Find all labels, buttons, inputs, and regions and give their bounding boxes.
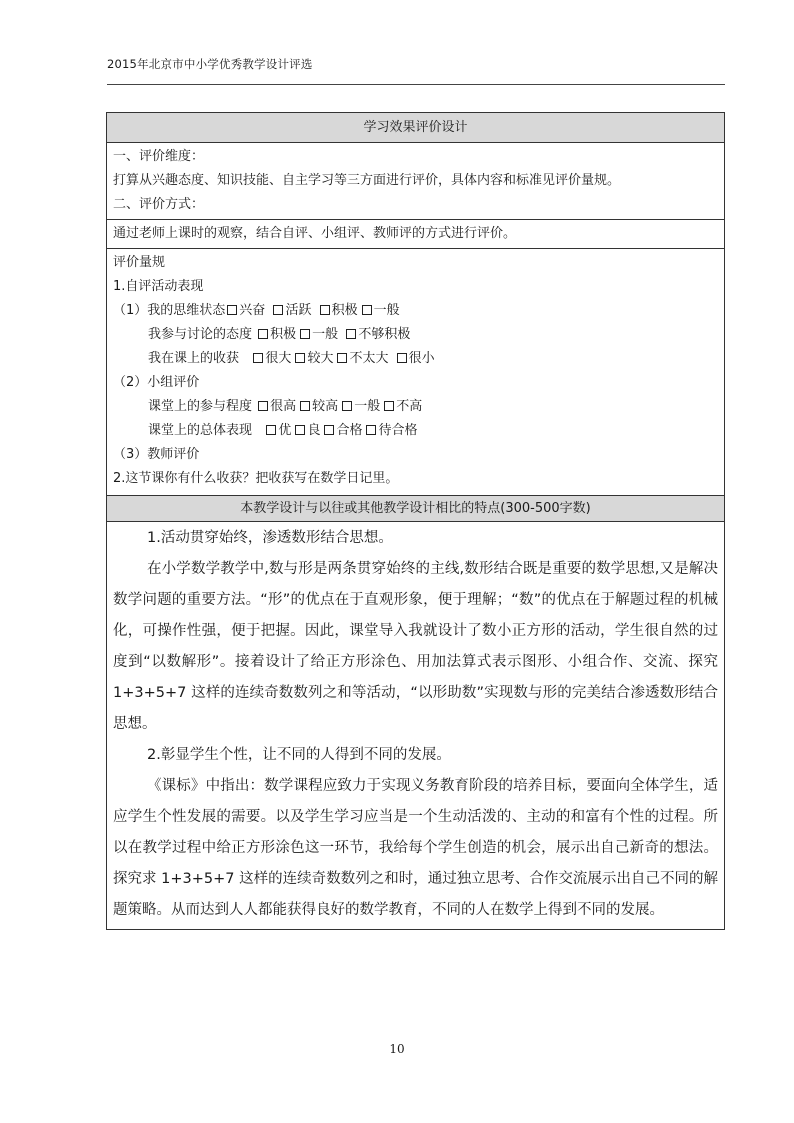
checkbox[interactable]: [320, 305, 330, 315]
option-label: 一般: [354, 399, 381, 414]
option-label: 很小: [408, 351, 435, 366]
feature-point-2-text: 2.彰显学生个性，让不同的人得到不同的发展。: [147, 747, 451, 763]
checkbox[interactable]: [300, 401, 310, 411]
option-label: 优: [278, 423, 292, 438]
option-label: 较大: [307, 351, 334, 366]
checkbox[interactable]: [362, 305, 372, 315]
option-label: 不太大: [349, 351, 389, 366]
checkbox[interactable]: [253, 353, 263, 363]
feature-point-1: [107, 523, 724, 554]
checkbox[interactable]: [384, 401, 394, 411]
evaluation-table: [106, 112, 725, 930]
reflection-question: 2.这节课你有什么收获？把收获写在数学日记里。: [113, 471, 399, 486]
dimensions-text: 打算从兴趣态度、知识技能、自主学习等三方面进行评价，具体内容和标准见评价量规。: [113, 173, 621, 188]
section-title-evaluation: 学习效果评价设计: [107, 113, 724, 143]
checkbox[interactable]: [273, 305, 283, 315]
rubric-row-label: 课堂上的参与程度: [148, 399, 253, 414]
option-label: 很大: [265, 351, 292, 366]
feature-point-2: [107, 740, 724, 771]
document-header: 2015年北京市中小学优秀教学设计评选: [107, 57, 313, 71]
group-eval-heading: （2）小组评价: [113, 375, 200, 390]
features-cell: [107, 522, 724, 929]
option-label: 不高: [396, 399, 423, 414]
checkbox[interactable]: [258, 329, 268, 339]
feature-paragraph-1: 在小学数学教学中,数与形是两条贯穿始终的主线,数形结合既是重要的数学思想,又是解决数学问题的重要方法。“形”的优点在于直观形象，便于理解；“数”的优点在于解题过程的机械化，可操作性强，便于把握。因此，课堂导入我就设计了数小正方形的活动，学生很自然的过度到“以数解形”。接着设计了给正方形涂色、用加法算式表示图形、小组合作、交流、探究 1+3+5+7 这样的连续奇数数列之和等活动，“以形助数”实现数与形的完美结合渗透数形结合思想。: [113, 561, 718, 732]
option-label: 活跃: [285, 303, 312, 318]
option-label: 一般: [312, 327, 339, 342]
teacher-eval-heading: （3）教师评价: [113, 447, 200, 462]
checkbox[interactable]: [295, 425, 305, 435]
rubric-heading: 评价量规: [113, 255, 166, 270]
option-label: 良: [307, 423, 321, 438]
method-text: 通过老师上课时的观察，结合自评、小组评、教师评的方式进行评价。: [113, 226, 517, 241]
checkbox[interactable]: [300, 329, 310, 339]
checkbox[interactable]: [337, 353, 347, 363]
checkbox[interactable]: [295, 353, 305, 363]
feature-point-1-text: 1.活动贯穿始终，渗透数形结合思想。: [147, 530, 393, 546]
method-heading: 二、评价方式：: [113, 197, 205, 212]
checkbox[interactable]: [258, 401, 268, 411]
checkbox[interactable]: [397, 353, 407, 363]
option-label: 不够积极: [358, 327, 411, 342]
option-label: 一般: [373, 303, 400, 318]
rubric-row-label: 我在课上的收获: [148, 351, 240, 366]
feature-paragraph-2: 《课标》中指出：数学课程应致力于实现义务教育阶段的培养目标，要面向全体学生，适应学生个性发展的需要。以及学生学习应当是一个生动活泼的、主动的和富有个性的过程。所以在教学过程中给正方形涂色这一环节，我给每个学生创造的机会，展示出自己新奇的想法。探究求 1+3+5+7 这样的连续奇数数列之和时，通过独立思考、合作交流展示出自己不同的解题策略。从而达到人人都能获得良好的数学教育，不同的人在数学上得到不同的发展。: [113, 778, 718, 918]
option-label: 较高: [312, 399, 339, 414]
dimensions-heading: 一、评价维度：: [113, 149, 205, 164]
checkbox[interactable]: [227, 305, 237, 315]
checkbox[interactable]: [266, 425, 276, 435]
checkbox[interactable]: [366, 425, 376, 435]
checkbox[interactable]: [324, 425, 334, 435]
rubric-row-discussion: [107, 323, 724, 347]
option-label: 兴奋: [239, 303, 266, 318]
option-label: 积极: [331, 303, 358, 318]
checkbox[interactable]: [346, 329, 356, 339]
option-label: 合格: [336, 423, 363, 438]
rubric-row-participation: [107, 395, 724, 419]
checkbox[interactable]: [342, 401, 352, 411]
header-rule: [107, 84, 725, 85]
method-cell: [107, 220, 724, 249]
dimensions-cell: [107, 143, 724, 220]
option-label: 待合格: [378, 423, 418, 438]
page-number: 10: [389, 1042, 405, 1056]
rubric-row-label: 课堂上的总体表现: [148, 423, 253, 438]
option-label: 积极: [270, 327, 297, 342]
rubric-cell: [107, 249, 724, 496]
rubric-row-thinking: [107, 299, 724, 323]
rubric-row-label: （1）我的思维状态: [113, 303, 226, 318]
self-eval-heading: 1.自评活动表现: [113, 279, 204, 294]
rubric-row-overall: [107, 419, 724, 443]
option-label: 很高: [270, 399, 297, 414]
rubric-row-label: 我参与讨论的态度: [148, 327, 253, 342]
rubric-row-gain: [107, 347, 724, 371]
section-title-features: 本教学设计与以往或其他教学设计相比的特点(300-500字数): [107, 496, 724, 522]
